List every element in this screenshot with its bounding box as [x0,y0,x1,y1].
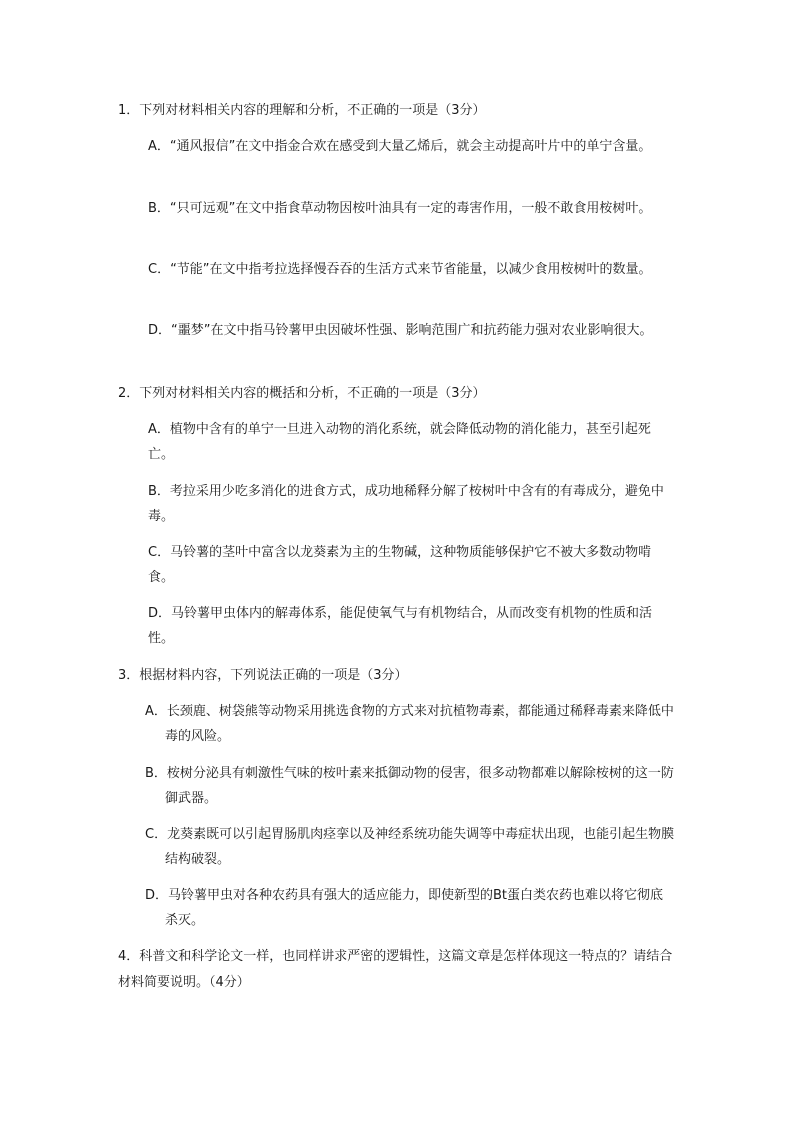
question-1-option-a: A．“通风报信”在文中指金合欢在感受到大量乙烯后，就会主动提高叶片中的单宁含量。 [148,139,652,154]
question-3-option-b: B．桉树分泌具有刺激性气味的桉叶素来抵御动物的侵害，很多动物都难以解除桉树的这一防御武器。 [145,766,674,806]
question-3-option-d: D．马铃薯甲虫对各种农药具有强大的适应能力，即使新型的Bt蛋白类农药也难以将它彻底杀灭。 [145,888,664,928]
question-2-option-c: C．马铃薯的茎叶中富含以龙葵素为主的生物碱，这种物质能够保护它不被大多数动物啃食。 [148,545,652,585]
question-3-stem: 3．根据材料内容，下列说法正确的一项是（3分） [118,668,408,683]
question-2-stem: 2．下列对材料相关内容的概括和分析，不正确的一项是（3分） [118,386,486,401]
question-2-option-a: A．植物中含有的单宁一旦进入动物的消化系统，就会降低动物的消化能力，甚至引起死亡。 [148,422,651,462]
question-1-option-b: B．“只可远观”在文中指食草动物因桉叶油具有一定的毒害作用，一般不敢食用桉树叶。 [148,201,652,216]
question-1-option-d: D．“噩梦”在文中指马铃薯甲虫因破坏性强、影响范围广和抗药能力强对农业影响很大。 [148,323,653,338]
question-3-option-c: C．龙葵素既可以引起胃肠肌肉痉挛以及神经系统功能失调等中毒症状出现，也能引起生物膜结构破裂。 [145,827,675,867]
question-1-stem: 1．下列对材料相关内容的理解和分析，不正确的一项是（3分） [118,103,486,118]
question-1-option-c: C．“节能”在文中指考拉选择慢吞吞的生活方式来节省能量，以减少食用桉树叶的数量。 [148,262,652,277]
question-3-option-a: A．长颈鹿、树袋熊等动物采用挑选食物的方式来对抗植物毒素，都能通过稀释毒素来降低中毒的风险。 [145,704,674,744]
question-2-option-d: D．马铃薯甲虫体内的解毒体系，能促使氧气与有机物结合，从而改变有机物的性质和活性。 [148,606,653,646]
question-4: 4．科普文和科学论文一样，也同样讲求严密的逻辑性，这篇文章是怎样体现这一特点的？请结合材料简要说明。（4分） [118,949,673,990]
question-2-option-b: B．考拉采用少吃多消化的进食方式，成功地稀释分解了桉树叶中含有的有毒成分，避免中毒。 [148,484,664,524]
